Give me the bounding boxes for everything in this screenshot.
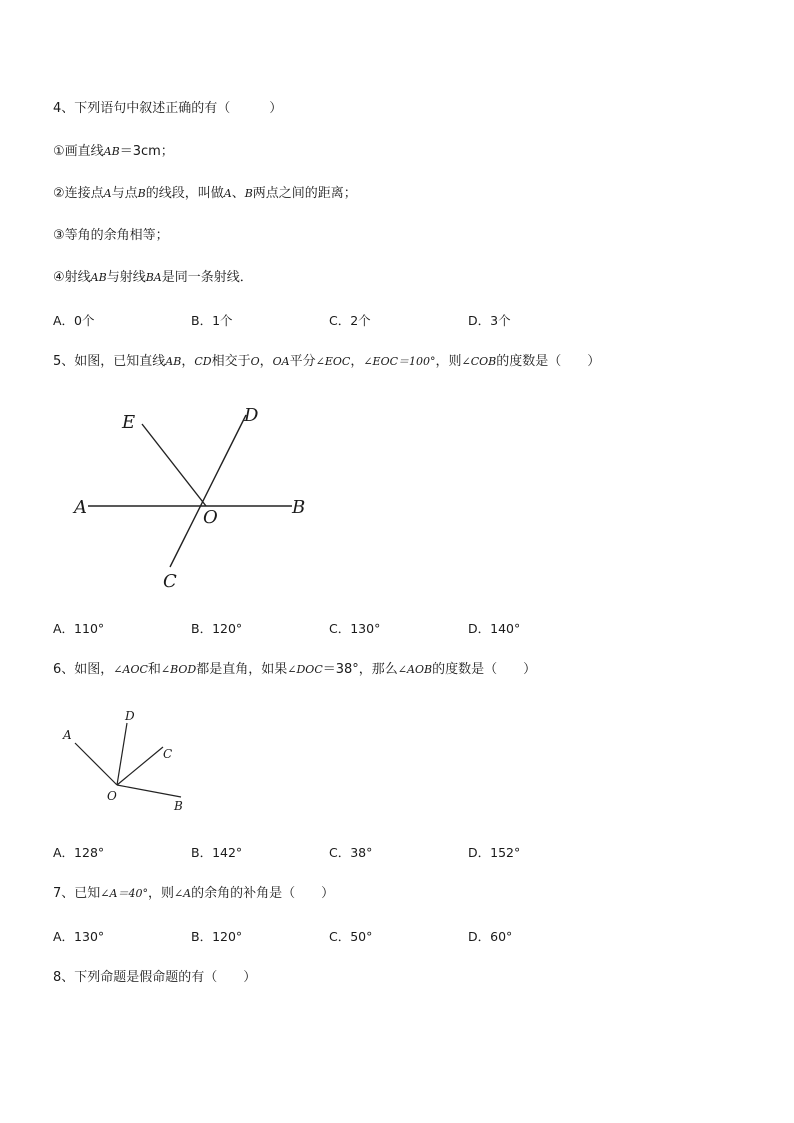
- q4-option-b: B．1个: [191, 313, 233, 328]
- label-a: A: [63, 728, 72, 742]
- q7-option-d: D．60°: [468, 929, 513, 944]
- label-b: B: [174, 799, 183, 813]
- q4-option-d: D．3个: [468, 313, 511, 328]
- label-d: D: [244, 405, 259, 426]
- q5-option-d: D．140°: [468, 621, 521, 636]
- q4-option-c: C．2个: [329, 313, 371, 328]
- ray-oc: [117, 747, 163, 785]
- question-7-stem: 7、已知∠A＝40°，则∠A的余角的补角是（ ）: [53, 886, 335, 901]
- label-o: O: [203, 507, 218, 528]
- ray-oa: [75, 743, 117, 785]
- q5-option-c: C．130°: [329, 621, 381, 636]
- q4-statement-1: ①画直线AB＝3cm；: [53, 144, 174, 159]
- q4-statement-4: ④射线AB与射线BA是同一条射线．: [53, 270, 253, 285]
- q6-option-a: A．128°: [53, 845, 105, 860]
- question-5-stem: 5、如图，已知直线AB，CD相交于O，OA平分∠EOC，∠EOC＝100°，则∠COB的度数是（ ）: [53, 354, 601, 369]
- q4-statement-3: ③等角的余角相等；: [53, 228, 169, 243]
- q5-option-b: B．120°: [191, 621, 243, 636]
- q6-option-c: C．38°: [329, 845, 373, 860]
- label-a: A: [74, 497, 87, 518]
- q4-statement-2: ②连接点A与点B的线段，叫做A、B两点之间的距离；: [53, 186, 357, 201]
- line-cd: [170, 415, 246, 567]
- ray-ob: [117, 785, 181, 797]
- q7-option-c: C．50°: [329, 929, 373, 944]
- q5-figure: [60, 395, 320, 595]
- ray-od: [117, 723, 127, 785]
- q5-option-a: A．110°: [53, 621, 105, 636]
- q6-figure: [55, 705, 205, 815]
- q7-option-b: B．120°: [191, 929, 243, 944]
- q6-option-b: B．142°: [191, 845, 243, 860]
- question-4-stem: 4、下列语句中叙述正确的有（ ）: [53, 101, 283, 116]
- label-e: E: [122, 412, 136, 433]
- question-8-stem: 8、下列命题是假命题的有（ ）: [53, 970, 257, 985]
- label-c: C: [163, 571, 177, 592]
- label-c: C: [163, 747, 173, 761]
- q4-option-a: A．0个: [53, 313, 95, 328]
- ray-oe: [142, 424, 206, 506]
- label-b: B: [292, 497, 306, 518]
- q6-option-d: D．152°: [468, 845, 521, 860]
- question-6-stem: 6、如图，∠AOC和∠BOD都是直角，如果∠DOC＝38°，那么∠AOB的度数是（ ）: [53, 662, 537, 677]
- label-o: O: [107, 789, 117, 803]
- label-d: D: [125, 709, 135, 723]
- q7-option-a: A．130°: [53, 929, 105, 944]
